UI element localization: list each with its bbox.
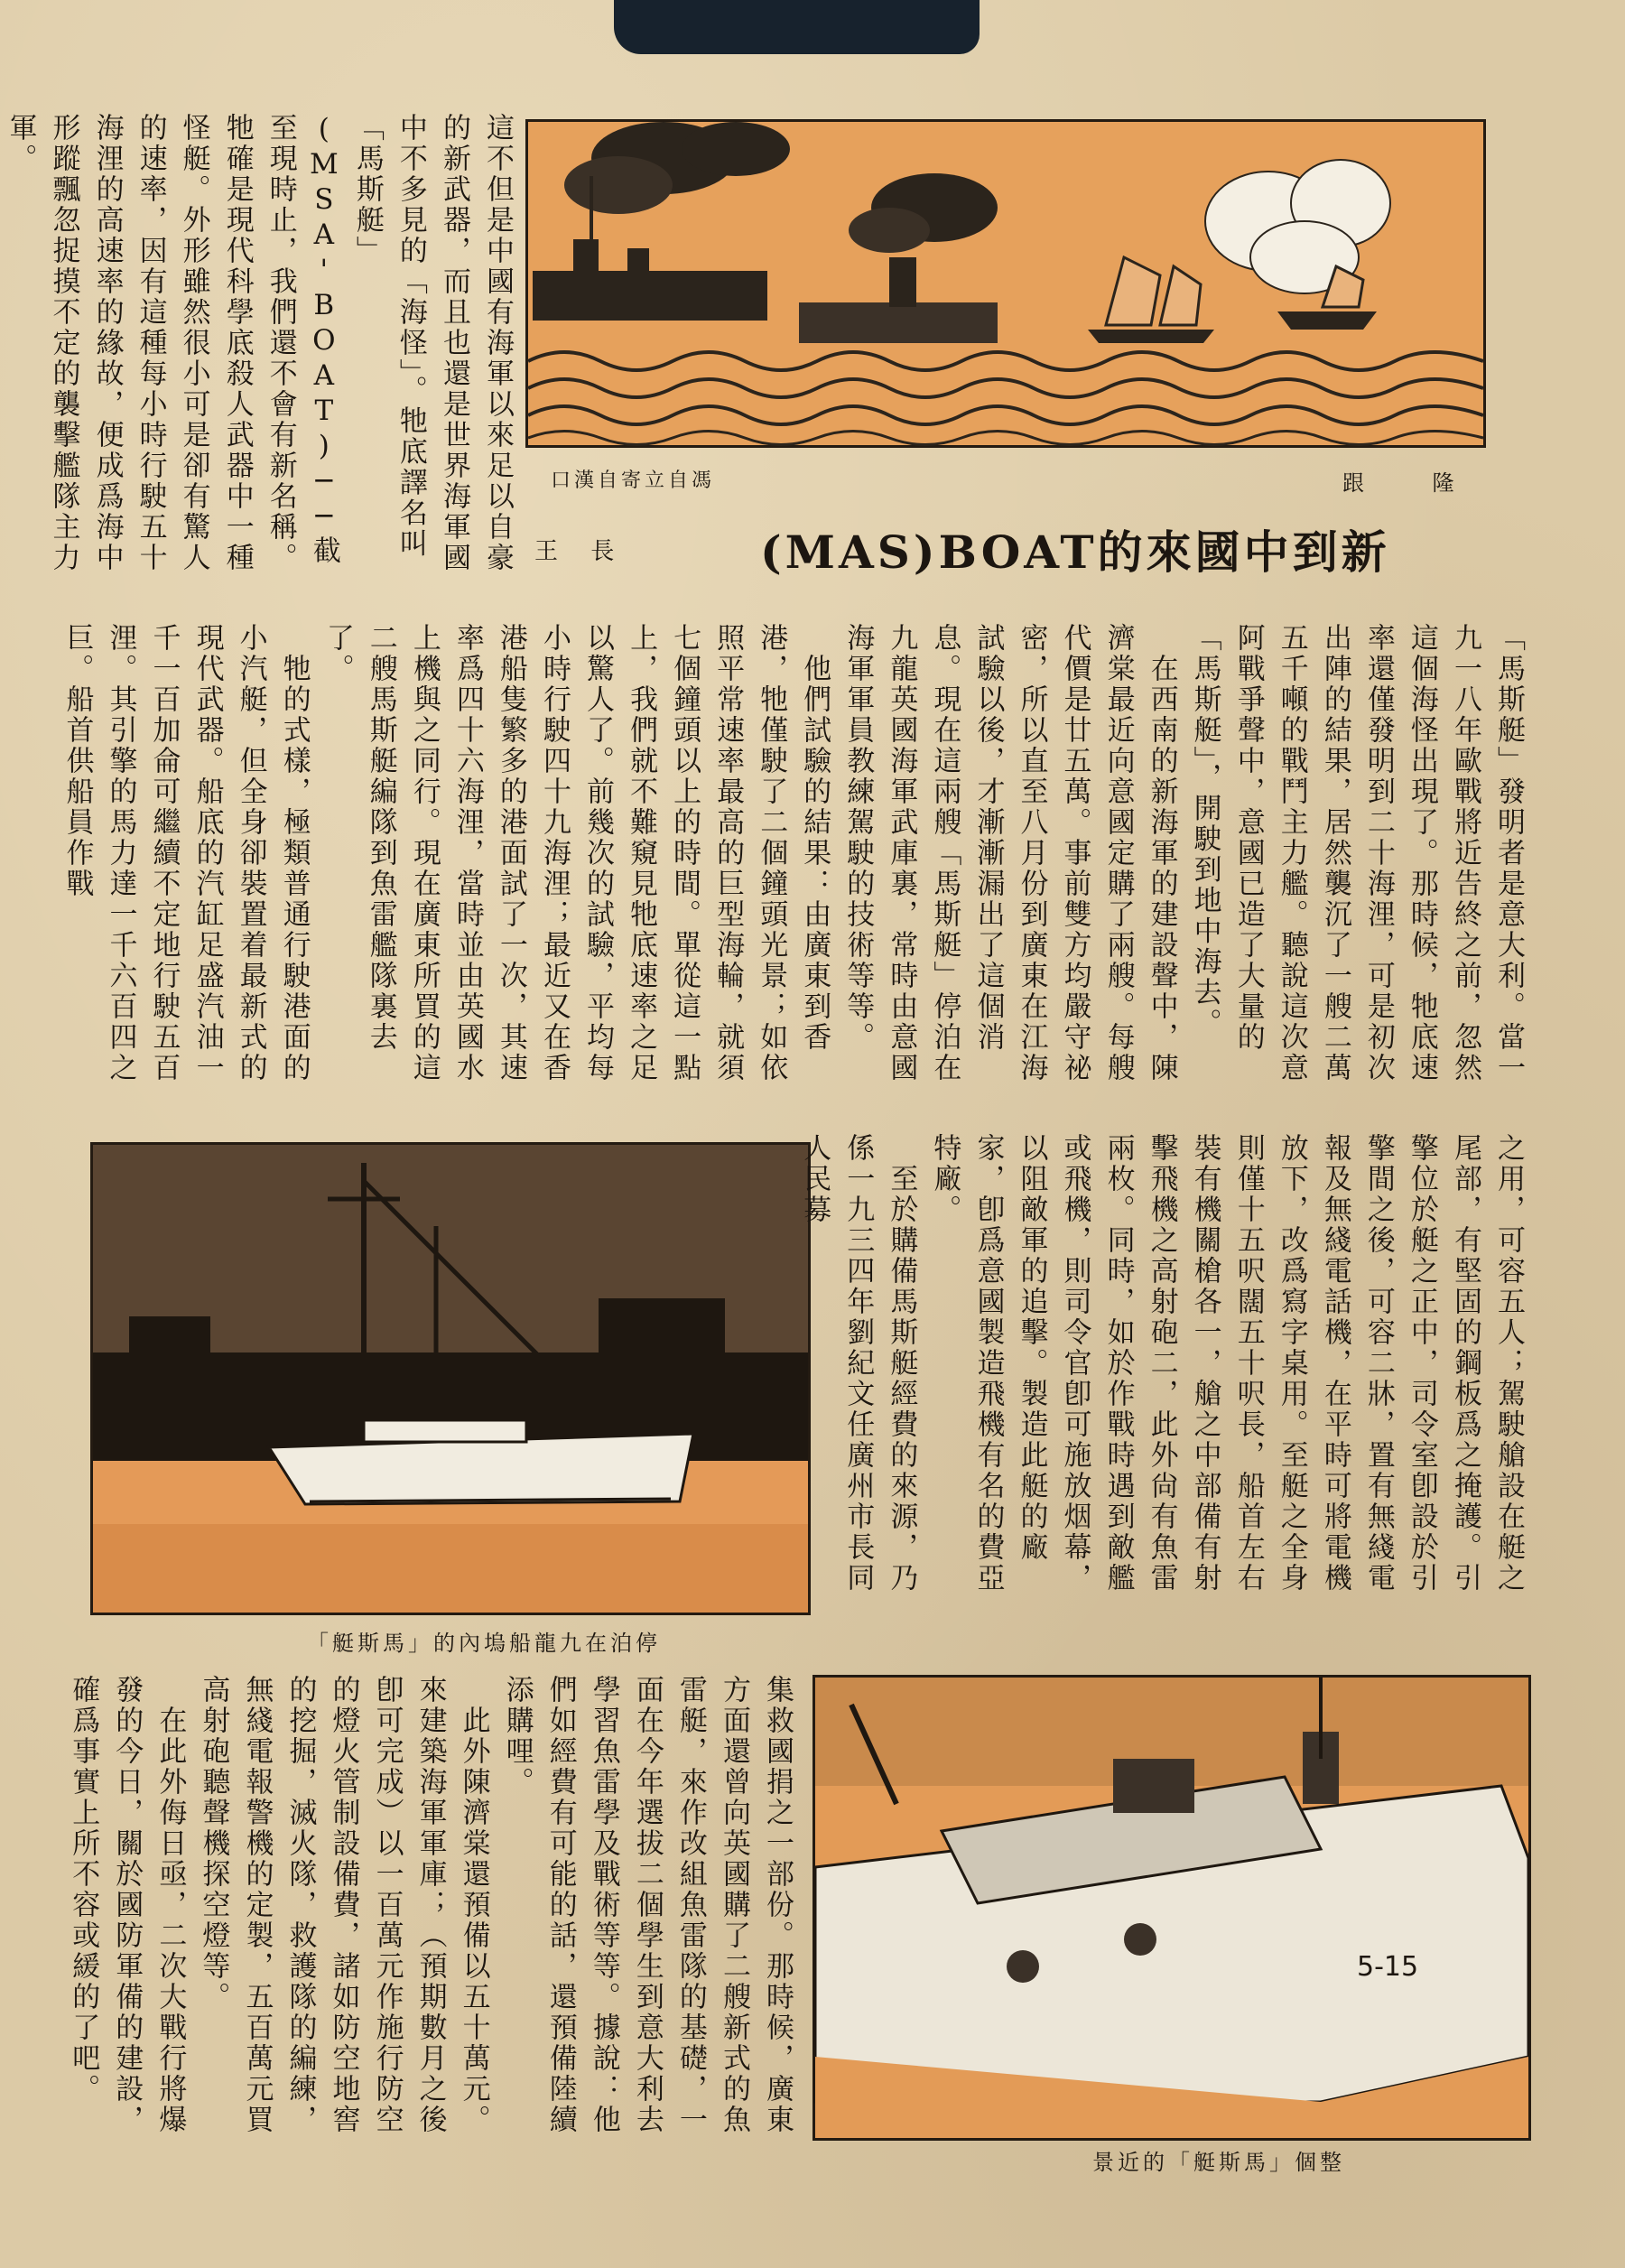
article-title: (MAS)BOAT的來國中到新 (760, 525, 1390, 579)
byline: 跟 隆 (1342, 470, 1485, 496)
intro-text: 這不但是中國有海軍以來足以自豪的新武器，而且也還是世界海軍國中不多見的「海怪」。牠底譯名叫「馬斯艇」(MSA'BOAT)──截至現時止，我們還不會有新名稱。牠確是現代科學底殺人武器中一種怪艇。外形雖然很小可是卻有驚人的速率，因有這種每小時行駛五十海浬的高速率的緣故，便成爲海中形蹤飄忽捉摸不定的襲擊艦隊主力軍。 (4, 113, 514, 573)
boat-hull-number: 5-15 (1357, 1951, 1419, 1983)
body-text-main: 「馬斯艇」發明者是意大利。當一九一八年歐戰將近告終之前，忽然這個海怪出現了。那時候，牠底速率還僅發明到二十海浬，可是初次出陣的結果，居然襲沉了一艘二萬五千噸的戰鬥主力艦。聽說這次意阿戰爭聲中，意國已造了大量的「馬斯艇」，開駛到地中海去。 在西南的新海軍的建設聲中，陳濟棠最近向意國定購了兩艘。每艘代價是廿五萬。事前雙方均嚴守祕密，所以直至八月份到廣東在江海試驗以後，才漸漸漏出了這個消息。現在這兩艘「馬斯艇」停泊在九龍英國海軍武庫裏，常時由意國海軍軍員教練駕駛的技術等等。 他們試驗的結果：由廣東到香港，牠僅駛了二個鐘頭光景；如依照平常速率最高的巨型海輪，就須七個鐘頭以上的時間。單從這一點上，我們就不難窺見牠底速率之足以驚人了。前幾次的試驗，平均每小時行駛四十九海浬；最近又在香港船隻繁多的港面試了一次，其速率爲四十六海浬，當時並由英國水上機與之同行。現在廣東所買的這二艘馬斯艇編隊到魚雷艦隊裏去了。 牠的式樣，極類普通行駛港面的小汽艇，但全身卻裝置着最新式的現代武器。船底的汽缸足盛汽油一千一百加侖可繼續不定地行駛五百浬。其引擎的馬力達一千六百四之巨。船首供船員作戰 (60, 623, 1525, 1083)
illustration-mas-boat (812, 1675, 1531, 2141)
author: 王 長 (534, 538, 627, 565)
ships-drawing (528, 122, 1483, 445)
illustration-ships-at-sea (525, 119, 1486, 448)
body-text-bottom: 集救國捐之一部份。那時候，廣東方面還曾向英國購了二艘新式的魚雷艇，來作改組魚雷隊的基礎，一面在今年選拔二個學生到意大利去學習魚雷學及戰術等等。據說：他們如經費有可能的話，還預備陸續添購哩。 此外陳濟棠還預備以五十萬元。來建築海軍軍庫；（預期數月之後卽可完成）以一百萬元作施行防空的燈火管制設備費，諸如防空地窖的挖掘，滅火隊，救護隊的編練，無綫電報警機的定製，五百萬元買高射砲聽聲機探空燈等。 在此外侮日亟，二次大戰行將爆發的今日，關於國防軍備的建設，確爲事實上所不容或緩的了吧。 (67, 1675, 794, 2135)
image-source-credit: 口漢自寄立自馮 (551, 469, 716, 492)
mas-boat-drawing (815, 1678, 1528, 2138)
dock-drawing (93, 1145, 808, 1613)
caption-mas-boat: 景近的「艇斯馬」個整 (1092, 2150, 1345, 2175)
torn-corner (614, 0, 980, 54)
illustration-boat-at-dock (90, 1142, 811, 1615)
caption-dock: 「艇斯馬」的內塢船龍九在泊停 (307, 1631, 661, 1656)
body-text-right: 之用，可容五人；駕駛艙設在艇之尾部，有堅固的鋼板爲之掩護。引擎位於艇之正中，司令室卽設於引擎間之後，可容二牀，置有無綫電報及無綫電話機，在平時可將電機放下，改爲寫字桌用。至艇之全身則僅十五呎闊五十呎長，船首左右裝有機關槍各一，艙之中部備有射擊飛機之高射砲二，此外尙有魚雷兩枚。同時，如於作戰時遇到敵艦或飛機，則司令官卽可施放烟幕，以阻敵軍的追擊。製造此艇的廠家，卽爲意國製造飛機有名的費亞特廠。 至於購備馬斯艇經費的來源，乃係一九三四年劉紀文任廣州市長同人民募 (798, 1133, 1525, 1594)
